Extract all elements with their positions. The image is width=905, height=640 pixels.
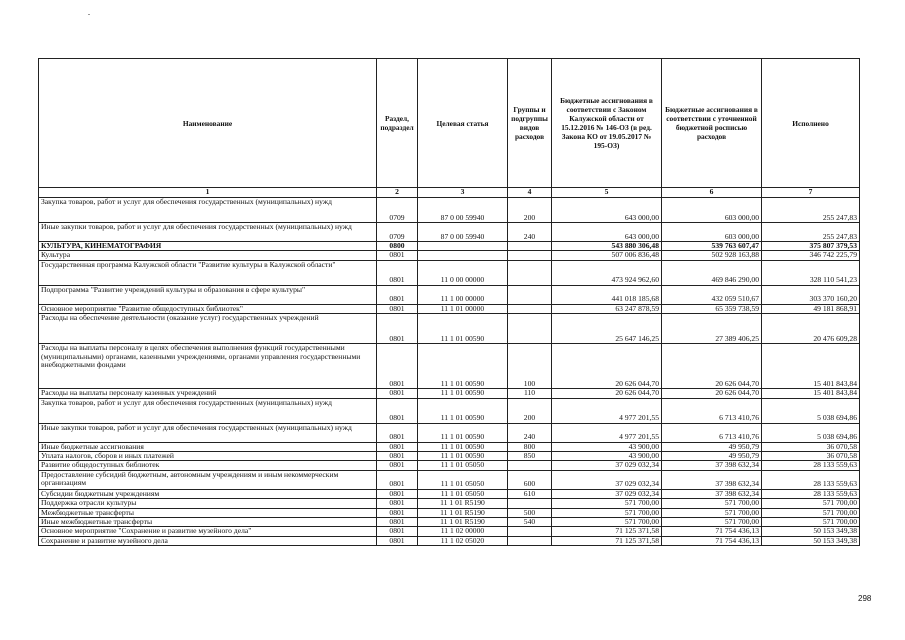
row-section-cell: 0801: [377, 452, 418, 461]
row-law-amount-cell: 37 029 032,34: [552, 461, 662, 470]
column-number-row: [39, 188, 860, 198]
row-law-amount-cell: 63 247 878,59: [552, 304, 662, 313]
row-name-cell: Предоставление субсидий бюджетным, автономным учреждениям и иным некоммерческим организациям: [39, 470, 377, 489]
row-name-cell: Сохранение и развитие музейного дела: [39, 536, 377, 545]
row-plan-amount-cell: 469 846 290,00: [662, 260, 762, 285]
row-executed-amount-cell: 255 247,83: [762, 198, 860, 223]
row-plan-amount-cell: 571 700,00: [662, 518, 762, 527]
row-section-cell: 0801: [377, 304, 418, 313]
row-expense-group-cell: 800: [508, 442, 552, 451]
row-law-amount-cell: 543 880 306,48: [552, 242, 662, 251]
row-expense-group-cell: 610: [508, 489, 552, 498]
row-section-cell: 0801: [377, 527, 418, 536]
header-target-article: Целевая статья: [418, 59, 508, 188]
page-number: 298: [858, 594, 872, 603]
row-name-cell: Государственная программа Калужской области "Развитие культуры в Калужской области": [39, 260, 377, 285]
row-target-article-cell: 11 1 01 05050: [418, 489, 508, 498]
table-row: [39, 499, 860, 508]
row-executed-amount-cell: 571 700,00: [762, 518, 860, 527]
row-section-cell: 0801: [377, 260, 418, 285]
row-expense-group-cell: 200: [508, 198, 552, 223]
row-target-article-cell: 11 1 01 00590: [418, 442, 508, 451]
row-target-article-cell: 11 0 00 00000: [418, 260, 508, 285]
table-row: [39, 198, 860, 223]
row-executed-amount-cell: 49 181 868,91: [762, 304, 860, 313]
row-name-cell: Иные бюджетные ассигнования: [39, 442, 377, 451]
row-target-article-cell: 87 0 00 59940: [418, 223, 508, 242]
header-law-allocations: Бюджетные ассигнования в соответствии с Законом Калужской области от 15.12.2016 № 146-ОЗ (в ред. Закона КО от 19.05.2017 № 195-ОЗ): [552, 59, 662, 188]
table-row: [39, 423, 860, 442]
row-executed-amount-cell: 50 153 349,38: [762, 527, 860, 536]
row-target-article-cell: 11 1 01 R5190: [418, 499, 508, 508]
row-plan-amount-cell: 20 626 044,70: [662, 389, 762, 398]
row-section-cell: 0801: [377, 389, 418, 398]
row-expense-group-cell: [508, 536, 552, 545]
table-row: [39, 304, 860, 313]
row-section-cell: 0801: [377, 285, 418, 304]
row-law-amount-cell: 20 626 044,70: [552, 344, 662, 389]
table-row: [39, 398, 860, 423]
row-law-amount-cell: 4 977 201,55: [552, 423, 662, 442]
row-name-cell: Расходы на выплаты персоналу в целях обеспечения выполнения функций государственными (муниципальными) органами, казенными учреждениями, органами управления государственными внебюджетными фондами: [39, 344, 377, 389]
row-name-cell: Подпрограмма "Развитие учреждений культуры и образования в сфере культуры": [39, 285, 377, 304]
row-target-article-cell: 11 1 01 00590: [418, 344, 508, 389]
row-plan-amount-cell: 6 713 410,76: [662, 423, 762, 442]
row-plan-amount-cell: 432 059 510,67: [662, 285, 762, 304]
table-row: [39, 518, 860, 527]
row-name-cell: Уплата налогов, сборов и иных платежей: [39, 452, 377, 461]
row-name-cell: Расходы на обеспечение деятельности (оказание услуг) государственных учреждений: [39, 314, 377, 344]
row-section-cell: 0801: [377, 470, 418, 489]
row-target-article-cell: 11 1 01 05050: [418, 461, 508, 470]
row-name-cell: Иные закупки товаров, работ и услуг для обеспечения государственных (муниципальных) нужд: [39, 223, 377, 242]
row-executed-amount-cell: 28 133 559,63: [762, 489, 860, 498]
column-number: 1: [39, 188, 377, 198]
row-law-amount-cell: 643 000,00: [552, 223, 662, 242]
row-plan-amount-cell: 37 398 632,34: [662, 461, 762, 470]
row-law-amount-cell: 71 125 371,58: [552, 527, 662, 536]
row-name-cell: Основное мероприятие "Сохранение и развитие музейного дела": [39, 527, 377, 536]
table-row: [39, 442, 860, 451]
row-expense-group-cell: 110: [508, 389, 552, 398]
row-executed-amount-cell: 5 038 694,86: [762, 398, 860, 423]
row-law-amount-cell: 571 700,00: [552, 499, 662, 508]
row-section-cell: 0801: [377, 518, 418, 527]
row-law-amount-cell: 507 006 836,48: [552, 251, 662, 260]
table-row: [39, 489, 860, 498]
row-target-article-cell: 11 1 02 05020: [418, 536, 508, 545]
row-target-article-cell: 11 1 01 00590: [418, 452, 508, 461]
row-name-cell: Иные закупки товаров, работ и услуг для обеспечения государственных (муниципальных) нужд: [39, 423, 377, 442]
row-plan-amount-cell: 571 700,00: [662, 499, 762, 508]
table-row: [39, 536, 860, 545]
row-executed-amount-cell: 28 133 559,63: [762, 470, 860, 489]
row-section-cell: 0801: [377, 461, 418, 470]
table-row: [39, 314, 860, 344]
row-executed-amount-cell: 5 038 694,86: [762, 423, 860, 442]
table-row: [39, 461, 860, 470]
row-plan-amount-cell: 37 398 632,34: [662, 470, 762, 489]
row-section-cell: 0801: [377, 423, 418, 442]
row-name-cell: Иные межбюджетные трансферты: [39, 518, 377, 527]
row-name-cell: Основное мероприятие "Развитие общедоступных библиотек": [39, 304, 377, 313]
row-section-cell: 0801: [377, 508, 418, 517]
row-section-cell: 0801: [377, 314, 418, 344]
row-executed-amount-cell: 303 370 160,20: [762, 285, 860, 304]
row-expense-group-cell: 540: [508, 518, 552, 527]
row-executed-amount-cell: 36 070,58: [762, 452, 860, 461]
row-target-article-cell: 11 1 01 00590: [418, 398, 508, 423]
row-name-cell: Культура: [39, 251, 377, 260]
row-expense-group-cell: [508, 242, 552, 251]
column-number: 4: [508, 188, 552, 198]
header-executed: Исполнено: [762, 59, 860, 188]
row-executed-amount-cell: 346 742 225,79: [762, 251, 860, 260]
row-target-article-cell: 11 1 00 00000: [418, 285, 508, 304]
row-executed-amount-cell: 20 476 609,28: [762, 314, 860, 344]
row-expense-group-cell: 500: [508, 508, 552, 517]
budget-table: [38, 58, 860, 546]
row-executed-amount-cell: 50 153 349,38: [762, 536, 860, 545]
row-plan-amount-cell: 571 700,00: [662, 508, 762, 517]
header-expense-groups: Группы и подгруппы видов расходов: [508, 59, 552, 188]
row-name-cell: Поддержка отрасли культуры: [39, 499, 377, 508]
row-expense-group-cell: 850: [508, 452, 552, 461]
row-plan-amount-cell: 603 000,00: [662, 223, 762, 242]
row-expense-group-cell: [508, 527, 552, 536]
column-number: 7: [762, 188, 860, 198]
row-expense-group-cell: 200: [508, 398, 552, 423]
row-law-amount-cell: 4 977 201,55: [552, 398, 662, 423]
row-target-article-cell: 11 1 01 00590: [418, 314, 508, 344]
row-plan-amount-cell: 603 000,00: [662, 198, 762, 223]
table-row: [39, 285, 860, 304]
row-executed-amount-cell: 571 700,00: [762, 499, 860, 508]
row-expense-group-cell: 100: [508, 344, 552, 389]
row-executed-amount-cell: 15 401 843,84: [762, 389, 860, 398]
row-section-cell: 0801: [377, 536, 418, 545]
table-row: [39, 527, 860, 536]
table-row: [39, 508, 860, 517]
row-section-cell: 0801: [377, 344, 418, 389]
row-expense-group-cell: [508, 314, 552, 344]
row-plan-amount-cell: 27 389 406,25: [662, 314, 762, 344]
row-target-article-cell: 11 1 01 R5190: [418, 508, 508, 517]
row-expense-group-cell: [508, 461, 552, 470]
row-target-article-cell: 11 1 01 00590: [418, 423, 508, 442]
row-executed-amount-cell: 36 070,58: [762, 442, 860, 451]
row-plan-amount-cell: 539 763 607,47: [662, 242, 762, 251]
table-row: [39, 389, 860, 398]
row-name-cell: Закупка товаров, работ и услуг для обеспечения государственных (муниципальных) нужд: [39, 198, 377, 223]
table-row: [39, 260, 860, 285]
row-executed-amount-cell: 571 700,00: [762, 508, 860, 517]
row-section-cell: 0709: [377, 223, 418, 242]
row-section-cell: 0801: [377, 489, 418, 498]
row-law-amount-cell: 25 647 146,25: [552, 314, 662, 344]
row-plan-amount-cell: 6 713 410,76: [662, 398, 762, 423]
row-name-cell: Закупка товаров, работ и услуг для обеспечения государственных (муниципальных) нужд: [39, 398, 377, 423]
row-law-amount-cell: 20 626 044,70: [552, 389, 662, 398]
row-executed-amount-cell: 255 247,83: [762, 223, 860, 242]
row-name-cell: Развитие общедоступных библиотек: [39, 461, 377, 470]
row-target-article-cell: 11 1 01 00000: [418, 304, 508, 313]
row-law-amount-cell: 43 900,00: [552, 452, 662, 461]
row-law-amount-cell: 441 018 185,68: [552, 285, 662, 304]
row-target-article-cell: 11 1 01 R5190: [418, 518, 508, 527]
table-row: [39, 344, 860, 389]
table-row: [39, 470, 860, 489]
table-body: [39, 198, 860, 546]
row-law-amount-cell: 43 900,00: [552, 442, 662, 451]
row-target-article-cell: 11 1 01 05050: [418, 470, 508, 489]
row-law-amount-cell: 473 924 962,60: [552, 260, 662, 285]
row-executed-amount-cell: 15 401 843,84: [762, 344, 860, 389]
table-row: [39, 223, 860, 242]
row-plan-amount-cell: 49 950,79: [662, 442, 762, 451]
budget-table-container: [38, 58, 859, 546]
header-plan-allocations: Бюджетные ассигнования в соответствии с уточненной бюджетной росписью расходов: [662, 59, 762, 188]
row-plan-amount-cell: 71 754 436,13: [662, 527, 762, 536]
row-law-amount-cell: 643 000,00: [552, 198, 662, 223]
row-plan-amount-cell: 20 626 044,70: [662, 344, 762, 389]
row-name-cell: Субсидии бюджетным учреждениям: [39, 489, 377, 498]
row-section-cell: 0800: [377, 242, 418, 251]
row-section-cell: 0801: [377, 499, 418, 508]
row-expense-group-cell: 240: [508, 423, 552, 442]
row-target-article-cell: 11 1 02 00000: [418, 527, 508, 536]
table-header-row: [39, 59, 860, 188]
row-plan-amount-cell: 65 359 738,59: [662, 304, 762, 313]
row-target-article-cell: 87 0 00 59940: [418, 198, 508, 223]
row-executed-amount-cell: 375 807 379,53: [762, 242, 860, 251]
row-expense-group-cell: [508, 260, 552, 285]
row-plan-amount-cell: 37 398 632,34: [662, 489, 762, 498]
row-target-article-cell: 11 1 01 00590: [418, 389, 508, 398]
header-section: Раздел, подраздел: [377, 59, 418, 188]
row-law-amount-cell: 571 700,00: [552, 508, 662, 517]
row-plan-amount-cell: 49 950,79: [662, 452, 762, 461]
scan-speck: [88, 14, 90, 15]
row-law-amount-cell: 571 700,00: [552, 518, 662, 527]
row-expense-group-cell: [508, 304, 552, 313]
table-row: [39, 452, 860, 461]
row-executed-amount-cell: 328 110 541,23: [762, 260, 860, 285]
table-row: [39, 251, 860, 260]
row-expense-group-cell: 240: [508, 223, 552, 242]
row-target-article-cell: [418, 251, 508, 260]
row-law-amount-cell: 37 029 032,34: [552, 489, 662, 498]
column-number: 3: [418, 188, 508, 198]
row-target-article-cell: [418, 242, 508, 251]
row-section-cell: 0801: [377, 398, 418, 423]
row-section-cell: 0801: [377, 442, 418, 451]
row-name-cell: Расходы на выплаты персоналу казенных учреждений: [39, 389, 377, 398]
row-plan-amount-cell: 71 754 436,13: [662, 536, 762, 545]
row-expense-group-cell: [508, 285, 552, 304]
row-law-amount-cell: 37 029 032,34: [552, 470, 662, 489]
row-executed-amount-cell: 28 133 559,63: [762, 461, 860, 470]
row-section-cell: 0709: [377, 198, 418, 223]
header-name: Наименование: [39, 59, 377, 188]
row-expense-group-cell: 600: [508, 470, 552, 489]
row-expense-group-cell: [508, 251, 552, 260]
row-name-cell: Межбюджетные трансферты: [39, 508, 377, 517]
column-number: 6: [662, 188, 762, 198]
row-expense-group-cell: [508, 499, 552, 508]
column-number: 5: [552, 188, 662, 198]
row-name-cell: КУЛЬТУРА, КИНЕМАТОГРАФИЯ: [39, 242, 377, 251]
row-law-amount-cell: 71 125 371,58: [552, 536, 662, 545]
column-number: 2: [377, 188, 418, 198]
table-row: [39, 242, 860, 251]
row-section-cell: 0801: [377, 251, 418, 260]
row-plan-amount-cell: 502 928 163,88: [662, 251, 762, 260]
